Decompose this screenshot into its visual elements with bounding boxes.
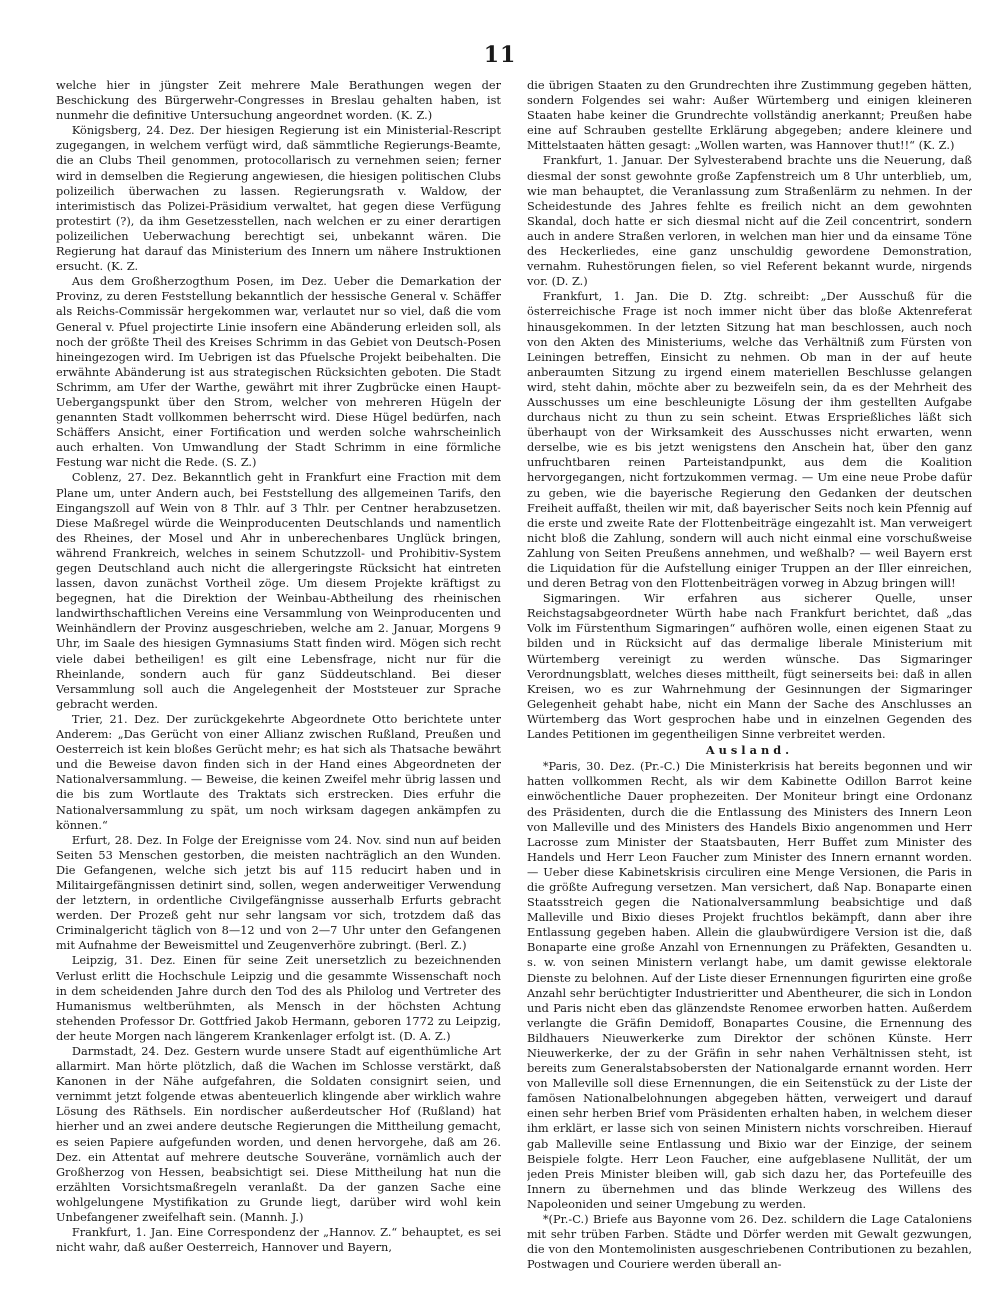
article-paragraph: Darmstadt, 24. Dez. Gestern wurde unsere Stadt auf eigenthümliche Art allarmirt. Man hörte plötzlich, daß die Wachen im Schlosse verstärkt, daß Kanonen in der Nähe aufgefahren, die Soldaten consignirt seien, und vernimmt jetzt folgende etwas abenteuerlich klingende aber wirklich wahre Lösung des Räthsels. Ein nordischer außerdeutscher Hof (Rußland) hat hierher und an zwei andere deutsche Regierungen die Mittheilung gemacht, es seien Papiere aufgefunden worden, und denen hervorgehe, daß am 26. Dez. ein Attentat auf mehrere deutsche Souveräne, vornämlich auch der Großherzog von Hessen, beabsichtigt sei. Diese Mittheilung hat nun die erzählten Vorsichtsmaßregeln veranlaßt. Da der ganzen Sache eine wohlgelungene Mystifikation zu Grunde liegt, darüber wird wohl kein Unbefangener zweifelhaft sein. (Mannh. J.) xyxy=(56,1044,501,1225)
article-paragraph: Königsberg, 24. Dez. Der hiesigen Regierung ist ein Ministerial-Rescript zugegangen, in welchem verfügt wird, daß sämmtliche Regierungs-Beamte, die an Clubs Theil genommen, protocollarisch zu vernehmen seien; ferner wird in demselben die Regierung angewiesen, die hiesigen politischen Clubs polizeilich überwachen zu lassen. Regierungsrath v. Waldow, der interimistisch das Polizei-Präsidium verwaltet, hat gegen diese Verfügung protestirt (?), da ihm Gesetzesstellen, nach welchen er zu einer derartigen polizeilichen Ueberwachung berechtigt sei, unbekannt wären. Die Regierung hat darauf das Ministerium des Innern um nähere Instruktionen ersucht. (K. Z. xyxy=(56,123,501,274)
article-paragraph: Aus dem Großherzogthum Posen, im Dez. Ueber die Demarkation der Provinz, zu deren Feststellung bekanntlich der hessische General v. Schäffer als Reichs-Commissär hergekommen war, verlautet nur so viel, daß die vom General v. Pfuel projectirte Linie insofern eine Abänderung erleiden soll, als noch der größte Theil des Kreises Schrimm in das Gebiet von Deutsch-Posen hineingezogen wird. Im Uebrigen ist das Pfuelsche Projekt beibehalten. Die erwähnte Abänderung ist aus strategischen Rücksichten geboten. Die Stadt Schrimm, am Ufer der Warthe, gewährt mit ihrer Zugbrücke einen Haupt-Uebergangspunkt über den Strom, welcher von mehreren Hügeln der genannten Stadt vollkommen beherrscht wird. Diese Hügel bedürfen, nach Schäffers Ansicht, einer Fortification und werden solche wahrscheinlich auch erhalten. Von Umwandlung der Stadt Schrimm in eine förmliche Festung war nicht die Rede. (S. Z.) xyxy=(56,274,501,470)
article-paragraph: Sigmaringen. Wir erfahren aus sicherer Quelle, unser Reichstagsabgeordneter Würth habe nach Frankfurt berichtet, daß „das Volk im Fürstenthum Sigmaringen“ aufhören wolle, einen eigenen Staat zu bilden und in Rücksicht auf das dermalige liberale Ministerium mit Würtemberg vereinigt zu werden wünsche. Das Sigmaringer Verordnungsblatt, welches dieses mittheilt, fügt seinerseits bei: daß in allen Kreisen, wo es zur Wahrnehmung der Gesinnungen der Sigmaringer Gelegenheit gehabt habe, nicht ein Mann der Sache des Anschlusses an Würtemberg das Wort gesprochen habe und in einzelnen Gegenden des Landes Petitionen im gegentheiligen Sinne verbreitet werden. xyxy=(527,591,972,742)
article-paragraph: Frankfurt, 1. Jan. Eine Correspondenz der „Hannov. Z.“ behauptet, es sei nicht wahr, daß außer Oesterreich, Hannover und Bayern, xyxy=(56,1225,501,1255)
article-paragraph: Coblenz, 27. Dez. Bekanntlich geht in Frankfurt eine Fraction mit dem Plane um, unter Andern auch, bei Feststellung des allgemeinen Tarifs, den Eingangszoll auf Wein von 8 Thlr. auf 3 Thlr. per Centner herabzusetzen. Diese Maßregel würde die Weinproducenten Deutschlands und namentlich des Rheines, der Mosel und Ahr in unberechenbares Unglück bringen, während Frankreich, welches in seinem Schutzzoll- und Prohibitiv-System gegen Deutschland auch nicht die allergeringste Rücksicht hat eintreten lassen, davon zunächst Vortheil zöge. Um diesem Projekte kräftigst zu begegnen, hat die Direktion der Weinbau-Abtheilung des rheinischen landwirthschaftlichen Vereins eine Versammlung von Weinproducenten und Weinhändlern der Provinz ausgeschrieben, welche am 2. Januar, Morgens 9 Uhr, im Saale des hiesigen Gymnasiums Statt finden wird. Mögen sich recht viele dabei betheiligen! es gilt eine Lebensfrage, nicht nur für die Rheinlande, sondern auch für ganz Süddeutschland. Bei dieser Versammlung soll auch die Angelegenheit der Moststeuer zur Sprache gebracht werden. xyxy=(56,470,501,711)
article-paragraph: die übrigen Staaten zu den Grundrechten ihre Zustimmung gegeben hätten, sondern Folgendes sei wahr: Außer Würtemberg und einigen kleineren Staaten habe keiner die Grundrechte vollständig anerkannt; Preußen habe eine auf Schrauben gestellte Erklärung abgegeben; andere kleinere und Mittelstaaten hätten gesagt: „Wollen warten, was Hannover thut!!“ (K. Z.) xyxy=(527,78,972,153)
page-number: 11 xyxy=(483,42,517,68)
article-paragraph: welche hier in jüngster Zeit mehrere Male Berathungen wegen der Beschickung des Bürgerwehr-Congresses in Breslau gehalten haben, ist nunmehr die definitive Untersuchung angeordnet worden. (K. Z.) xyxy=(56,78,501,123)
article-paragraph: Frankfurt, 1. Jan. Die D. Ztg. schreibt: „Der Ausschuß für die österreichische Frage ist noch immer nicht über das bloße Aktenreferat hinausgekommen. In der letzten Sitzung hat man beschlossen, auch noch von den Akten des Ministeriums, welche das Verhältniß zum Fürsten von Leiningen betreffen, Einsicht zu nehmen. Ob man in der auf heute anberaumten Sitzung zu irgend einem materiellen Beschlusse gelangen wird, steht dahin, möchte aber zu bezweifeln sein, da es der Mehrheit des Ausschusses um eine beschleunigte Lösung der ihm gestellten Aufgabe durchaus nicht zu thun zu sein scheint. Etwas Ersprießliches läßt sich überhaupt von der Wirksamkeit des Ausschusses nicht erwarten, wenn derselbe, wie es bis jetzt wenigstens den Anschein hat, über den ganz unfruchtbaren reinen Parteistandpunkt, aus dem die Koalition hervorgegangen, nicht fortzukommen vermag. — Um eine neue Probe dafür zu geben, wie die bayerische Regierung den Gedanken der deutschen Freiheit auffaßt, theilen wir mit, daß bayerischer Seits noch kein Pfennig auf die erste und zweite Rate der Flottenbeiträge eingezahlt ist. Man verweigert nicht bloß die Zahlung, sondern will auch nicht einmal eine vorschußweise Zahlung von Seiten Preußens annehmen, und weßhalb? — weil Bayern erst die Liquidation für die Aufstellung einiger Truppen an der Iller einreichen, und deren Betrag von den Flottenbeiträgen vorweg in Abzug bringen will! xyxy=(527,289,972,591)
article-paragraph: Erfurt, 28. Dez. In Folge der Ereignisse vom 24. Nov. sind nun auf beiden Seiten 53 Menschen gestorben, die meisten nachträglich an den Wunden. Die Gefangenen, welche sich jetzt bis auf 115 reducirt haben und in Militairgefängnissen detinirt sind, sollen, wegen anderweitiger Verwendung der letztern, in ordentliche Civilgefängnisse ausserhalb Erfurts gebracht werden. Der Prozeß geht nur sehr langsam vor sich, trotzdem daß das Criminalgericht täglich von 8—12 und von 2—7 Uhr unter den Gefangenen mit Aufnahme der Beweismittel und Zeugenverhöre zubringt. (Berl. Z.) xyxy=(56,832,501,953)
section-heading: Ausland. xyxy=(705,743,794,758)
article-paragraph: Frankfurt, 1. Januar. Der Sylvesterabend brachte uns die Neuerung, daß diesmal der sonst gewohnte große Zapfenstreich um 8 Uhr unterblieb, um, wie man behauptet, die Veranlassung zum Straßenlärm zu nehmen. In der Scheidestunde des Jahres fehlte es freilich nicht an dem gewohnten Skandal, doch hatte er sich diesmal nicht auf die Zeil concentrirt, sondern auch in andere Straßen verloren, in welchen man hier und da einsame Töne des Heckerliedes, eine ganz unschuldig gewordene Demonstration, vernahm. Ruhestörungen fielen, so viel Referent bekannt wurde, nirgends vor. (D. Z.) xyxy=(527,153,972,289)
left-column xyxy=(56,78,501,1286)
article-paragraph: Leipzig, 31. Dez. Einen für seine Zeit unersetzlich zu bezeichnenden Verlust erlitt die Hochschule Leipzig und die gesammte Wissenschaft noch in dem scheidenden Jahre durch den Tod des als Philolog und Vertreter des Humanismus weltberühmten, als Mensch in der höchsten Achtung stehenden Professor Dr. Gottfried Jakob Hermann, geboren 1772 zu Leipzig, der heute Morgen nach längerem Krankenlager erfolgt ist. (D. A. Z.) xyxy=(56,953,501,1043)
article-paragraph: *(Pr.-C.) Briefe aus Bayonne vom 26. Dez. schildern die Lage Cataloniens mit sehr trüben Farben. Städte und Dörfer werden mit Gewalt gezwungen, die von den Montemolinisten ausgeschriebenen Contributionen zu bezahlen, Postwagen und Couriere werden überall an- xyxy=(527,1212,972,1272)
text-columns xyxy=(56,78,972,1286)
article-paragraph: *Paris, 30. Dez. (Pr.-C.) Die Ministerkrisis hat bereits begonnen und wir hatten vollkommen Recht, als wir dem Kabinette Odillon Barrot keine einwöchentliche Dauer prophezeiten. Der Moniteur bringt eine Ordonanz des Präsidenten, durch die die Entlassung des Ministers des Innern Leon von Malleville und des Ministers des Handels Bixio angenommen und Herr Lacrosse zum Minister der Staatsbauten, Herr Buffet zum Minister des Handels und Herr Leon Faucher zum Minister des Innern ernannt worden. — Ueber diese Kabinetskrisis circuliren eine Menge Versionen, die Paris in die größte Aufregung versetzen. Man versichert, daß Nap. Bonaparte einen Staatsstreich gegen die Nationalversammlung beabsichtige und daß Malleville und Bixio dieses Projekt fruchtlos bekämpft, dann aber ihre Entlassung gegeben haben. Allein die glaubwürdigere Version ist die, daß Bonaparte eine große Anzahl von Ernennungen zu Präfekten, Gesandten u. s. w. von seinen Ministern verlangt habe, um damit gewisse elektorale Dienste zu belohnen. Auf der Liste dieser Ernennungen figurirten eine große Anzahl sehr berüchtigter Industrieritter und Abentheurer, die sich in London und Paris nicht eben das glänzendste Renomee erworben hatten. Außerdem verlangte die Gräfin Demidoff, Bonapartes Cousine, die Ernennung des Bildhauers Nieuwerkerke zum Direktor der schönen Künste. Herr Nieuwerkerke, der zu der Gräfin in sehr nahen Verhältnissen steht, ist bereits zum Generalstabsobersten der Nationalgarde ernannt worden. Herr von Malleville soll diese Ernennungen, die ein Seitenstück zu der Liste der famösen Nationalbelohnungen abgegeben hätten, verweigert und darauf einen sehr herben Brief vom Präsidenten erhalten haben, in welchem dieser ihm erklärt, er lasse sich von seinen Ministern nichts vorschreiben. Hierauf gab Malleville seine Entlassung und Bixio war der Einzige, der seinem Beispiele folgte. Herr Leon Faucher, eine aufgeblasene Nullität, der um jeden Preis Minister bleiben will, gab sich dazu her, das Portefeuille des Innern zu übernehmen und das blinde Werkzeug des Willens des Napoleoniden und seiner Umgebung zu werden. xyxy=(527,759,972,1211)
article-paragraph: Trier, 21. Dez. Der zurückgekehrte Abgeordnete Otto berichtete unter Anderem: „Das Gerücht von einer Allianz zwischen Rußland, Preußen und Oesterreich ist kein bloßes Gerücht mehr; es hat sich als Thatsache bewährt und die Beweise davon finden sich in der Hand eines Abgeordneten der Nationalversammlung. — Beweise, die keinen Zweifel mehr übrig lassen und die bis zum Wortlaute des Traktats sich erstrecken. Dies erfuhr die Nationalversammlung zu spät, um noch wirksam dagegen ankämpfen zu können.“ xyxy=(56,711,501,832)
right-column xyxy=(527,78,972,1286)
